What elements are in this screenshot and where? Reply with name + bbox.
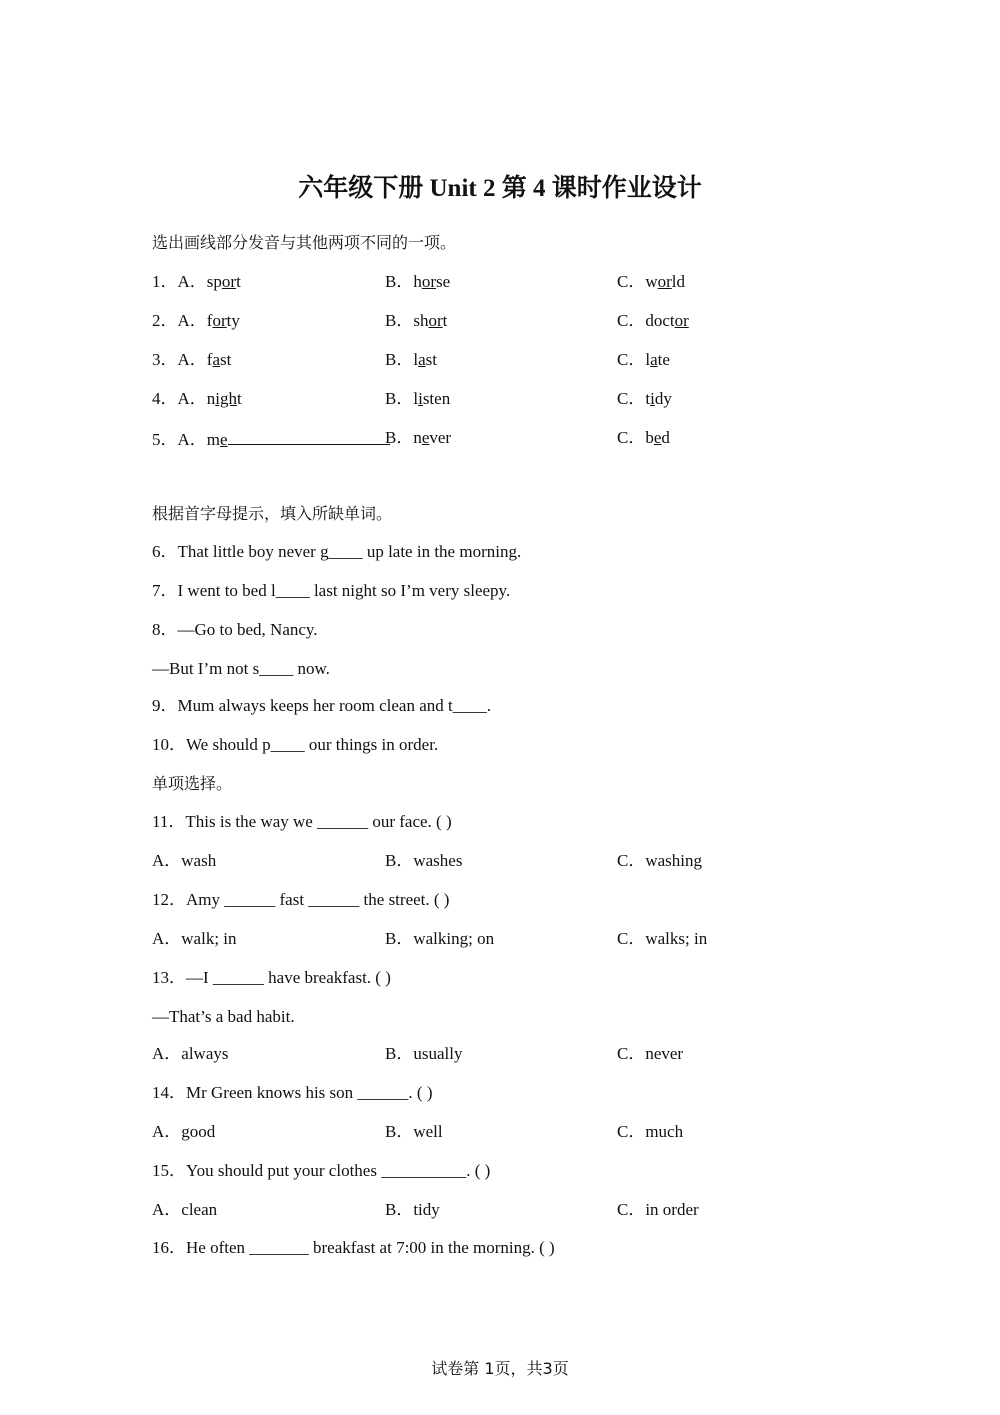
option-label: C．: [617, 428, 646, 447]
option-a: A．always: [152, 1044, 229, 1063]
word-part: l: [645, 350, 651, 369]
question-number: 3．: [152, 350, 178, 369]
option-label: A．: [177, 430, 207, 449]
question-14-options: [152, 1121, 872, 1143]
option-a: [152, 271, 241, 293]
blank-line: [228, 427, 390, 445]
option-c: C．never: [617, 1044, 684, 1063]
word-part: st: [220, 350, 232, 369]
question-16: 16．He often _______ breakfast at 7:00 in the morning. ( ): [152, 1238, 555, 1257]
page-title: 六年级下册 Unit 2 第 4 课时作业设计: [298, 175, 702, 202]
question-11-options: [152, 850, 872, 872]
underlined-part: a: [418, 350, 426, 369]
pronunciation-item: [152, 427, 872, 449]
option-b: [385, 271, 450, 293]
option-a: [152, 427, 390, 451]
option-c: C．walks; in: [617, 929, 708, 948]
word-part: t: [442, 311, 448, 330]
question-14: 14．Mr Green knows his son ______. ( ): [152, 1083, 433, 1102]
underlined-part: or: [674, 311, 689, 330]
question-8: 8．—Go to bed, Nancy.: [152, 620, 318, 639]
underlined-part: a: [212, 350, 220, 369]
option-b: B．walking; on: [385, 929, 495, 948]
option-label: B．: [385, 272, 414, 291]
word-part: st: [425, 350, 437, 369]
question-number: 4．: [152, 389, 178, 408]
question-12: 12．Amy ______ fast ______ the street. ( ): [152, 890, 450, 909]
question-13-options: [152, 1043, 872, 1065]
option-b: [385, 349, 437, 371]
word-part: dy: [654, 389, 672, 408]
option-b: B．usually: [385, 1044, 463, 1063]
option-b: B．well: [385, 1122, 443, 1141]
option-label: C．: [617, 311, 646, 330]
option-label: B．: [385, 389, 414, 408]
word-part: t: [237, 389, 242, 408]
word-part: se: [436, 272, 451, 291]
underlined-part: or: [212, 311, 227, 330]
option-a: [152, 388, 242, 410]
question-15: 15．You should put your clothes __________. ( ): [152, 1161, 491, 1180]
pronunciation-item: [152, 388, 872, 410]
option-label: A．: [177, 389, 207, 408]
underlined-part: e: [653, 428, 662, 447]
option-c: [617, 427, 670, 449]
word-part: t: [236, 272, 241, 291]
option-a: [152, 349, 231, 371]
option-c: [617, 310, 689, 332]
option-label: B．: [385, 428, 414, 447]
option-b: [385, 388, 450, 410]
word-part: sh: [413, 311, 429, 330]
underlined-part: or: [657, 272, 672, 291]
word-part: f: [206, 311, 213, 330]
page-footer: 试卷第 1页，共3页: [431, 1359, 569, 1378]
option-label: C．: [617, 350, 646, 369]
word-part: l: [413, 350, 419, 369]
word-part: ver: [429, 428, 452, 447]
option-b: [385, 427, 451, 449]
option-b: B．tidy: [385, 1200, 440, 1219]
section-2-instruction: 根据首字母提示，填入所缺单词。: [152, 504, 393, 523]
underlined-part: or: [221, 272, 237, 291]
word-part: te: [657, 350, 670, 369]
underlined-part: or: [421, 272, 437, 291]
underlined-part: e: [421, 428, 430, 447]
underlined-part: a: [650, 350, 658, 369]
word-part: w: [645, 272, 658, 291]
word-part: m: [206, 430, 221, 449]
question-number: 5．: [152, 430, 178, 449]
underlined-part: igh: [215, 389, 238, 408]
underlined-part: i: [418, 389, 423, 408]
option-c: [617, 388, 672, 410]
question-9: 9．Mum always keeps her room clean and t____.: [152, 696, 491, 715]
option-c: C．much: [617, 1122, 684, 1141]
option-label: A．: [177, 311, 207, 330]
option-a: A．good: [152, 1122, 216, 1141]
option-c: C．in order: [617, 1200, 699, 1219]
option-label: C．: [617, 389, 646, 408]
word-part: n: [413, 428, 422, 447]
question-13: 13．—I ______ have breakfast. ( ): [152, 968, 391, 987]
question-10: 10．We should p____ our things in order.: [152, 735, 439, 754]
question-12-options: [152, 928, 872, 950]
question-number: 2．: [152, 311, 178, 330]
question-7: 7．I went to bed l____ last night so I’m very sleepy.: [152, 581, 511, 600]
underlined-part: or: [428, 311, 443, 330]
option-a: A．walk; in: [152, 929, 237, 948]
word-part: f: [206, 350, 213, 369]
question-15-options: [152, 1199, 872, 1221]
pronunciation-item: [152, 310, 872, 332]
word-part: ld: [671, 272, 686, 291]
word-part: ty: [226, 311, 240, 330]
option-b: [385, 310, 447, 332]
option-c: C．washing: [617, 851, 702, 870]
option-c: [617, 271, 685, 293]
question-13-reply: —That’s a bad habit.: [152, 1007, 295, 1026]
word-part: sten: [422, 389, 451, 408]
underlined-part: e: [220, 430, 228, 449]
option-a: [152, 310, 240, 332]
option-a: A．wash: [152, 851, 217, 870]
word-part: d: [661, 428, 670, 447]
option-label: A．: [177, 350, 207, 369]
word-part: t: [645, 389, 651, 408]
underlined-part: i: [650, 389, 655, 408]
word-part: n: [206, 389, 216, 408]
word-part: h: [413, 272, 422, 291]
option-label: C．: [617, 272, 646, 291]
question-6: 6．That little boy never g____ up late in the morning.: [152, 542, 522, 561]
word-part: doct: [645, 311, 675, 330]
question-number: 1．: [152, 272, 178, 291]
pronunciation-item: [152, 349, 872, 371]
option-b: B．washes: [385, 851, 463, 870]
word-part: l: [413, 389, 419, 408]
word-part: b: [645, 428, 654, 447]
pronunciation-item: [152, 271, 872, 293]
question-8-reply: —But I’m not s____ now.: [152, 659, 330, 678]
option-label: B．: [385, 350, 414, 369]
option-label: B．: [385, 311, 414, 330]
section-1-instruction: 选出画线部分发音与其他两项不同的一项。: [152, 233, 457, 252]
option-label: A．: [177, 272, 207, 291]
word-part: sp: [206, 272, 222, 291]
option-c: [617, 349, 670, 371]
section-3-instruction: 单项选择。: [152, 774, 233, 793]
option-a: A．clean: [152, 1200, 218, 1219]
question-11: 11．This is the way we ______ our face. ( ): [152, 812, 452, 831]
